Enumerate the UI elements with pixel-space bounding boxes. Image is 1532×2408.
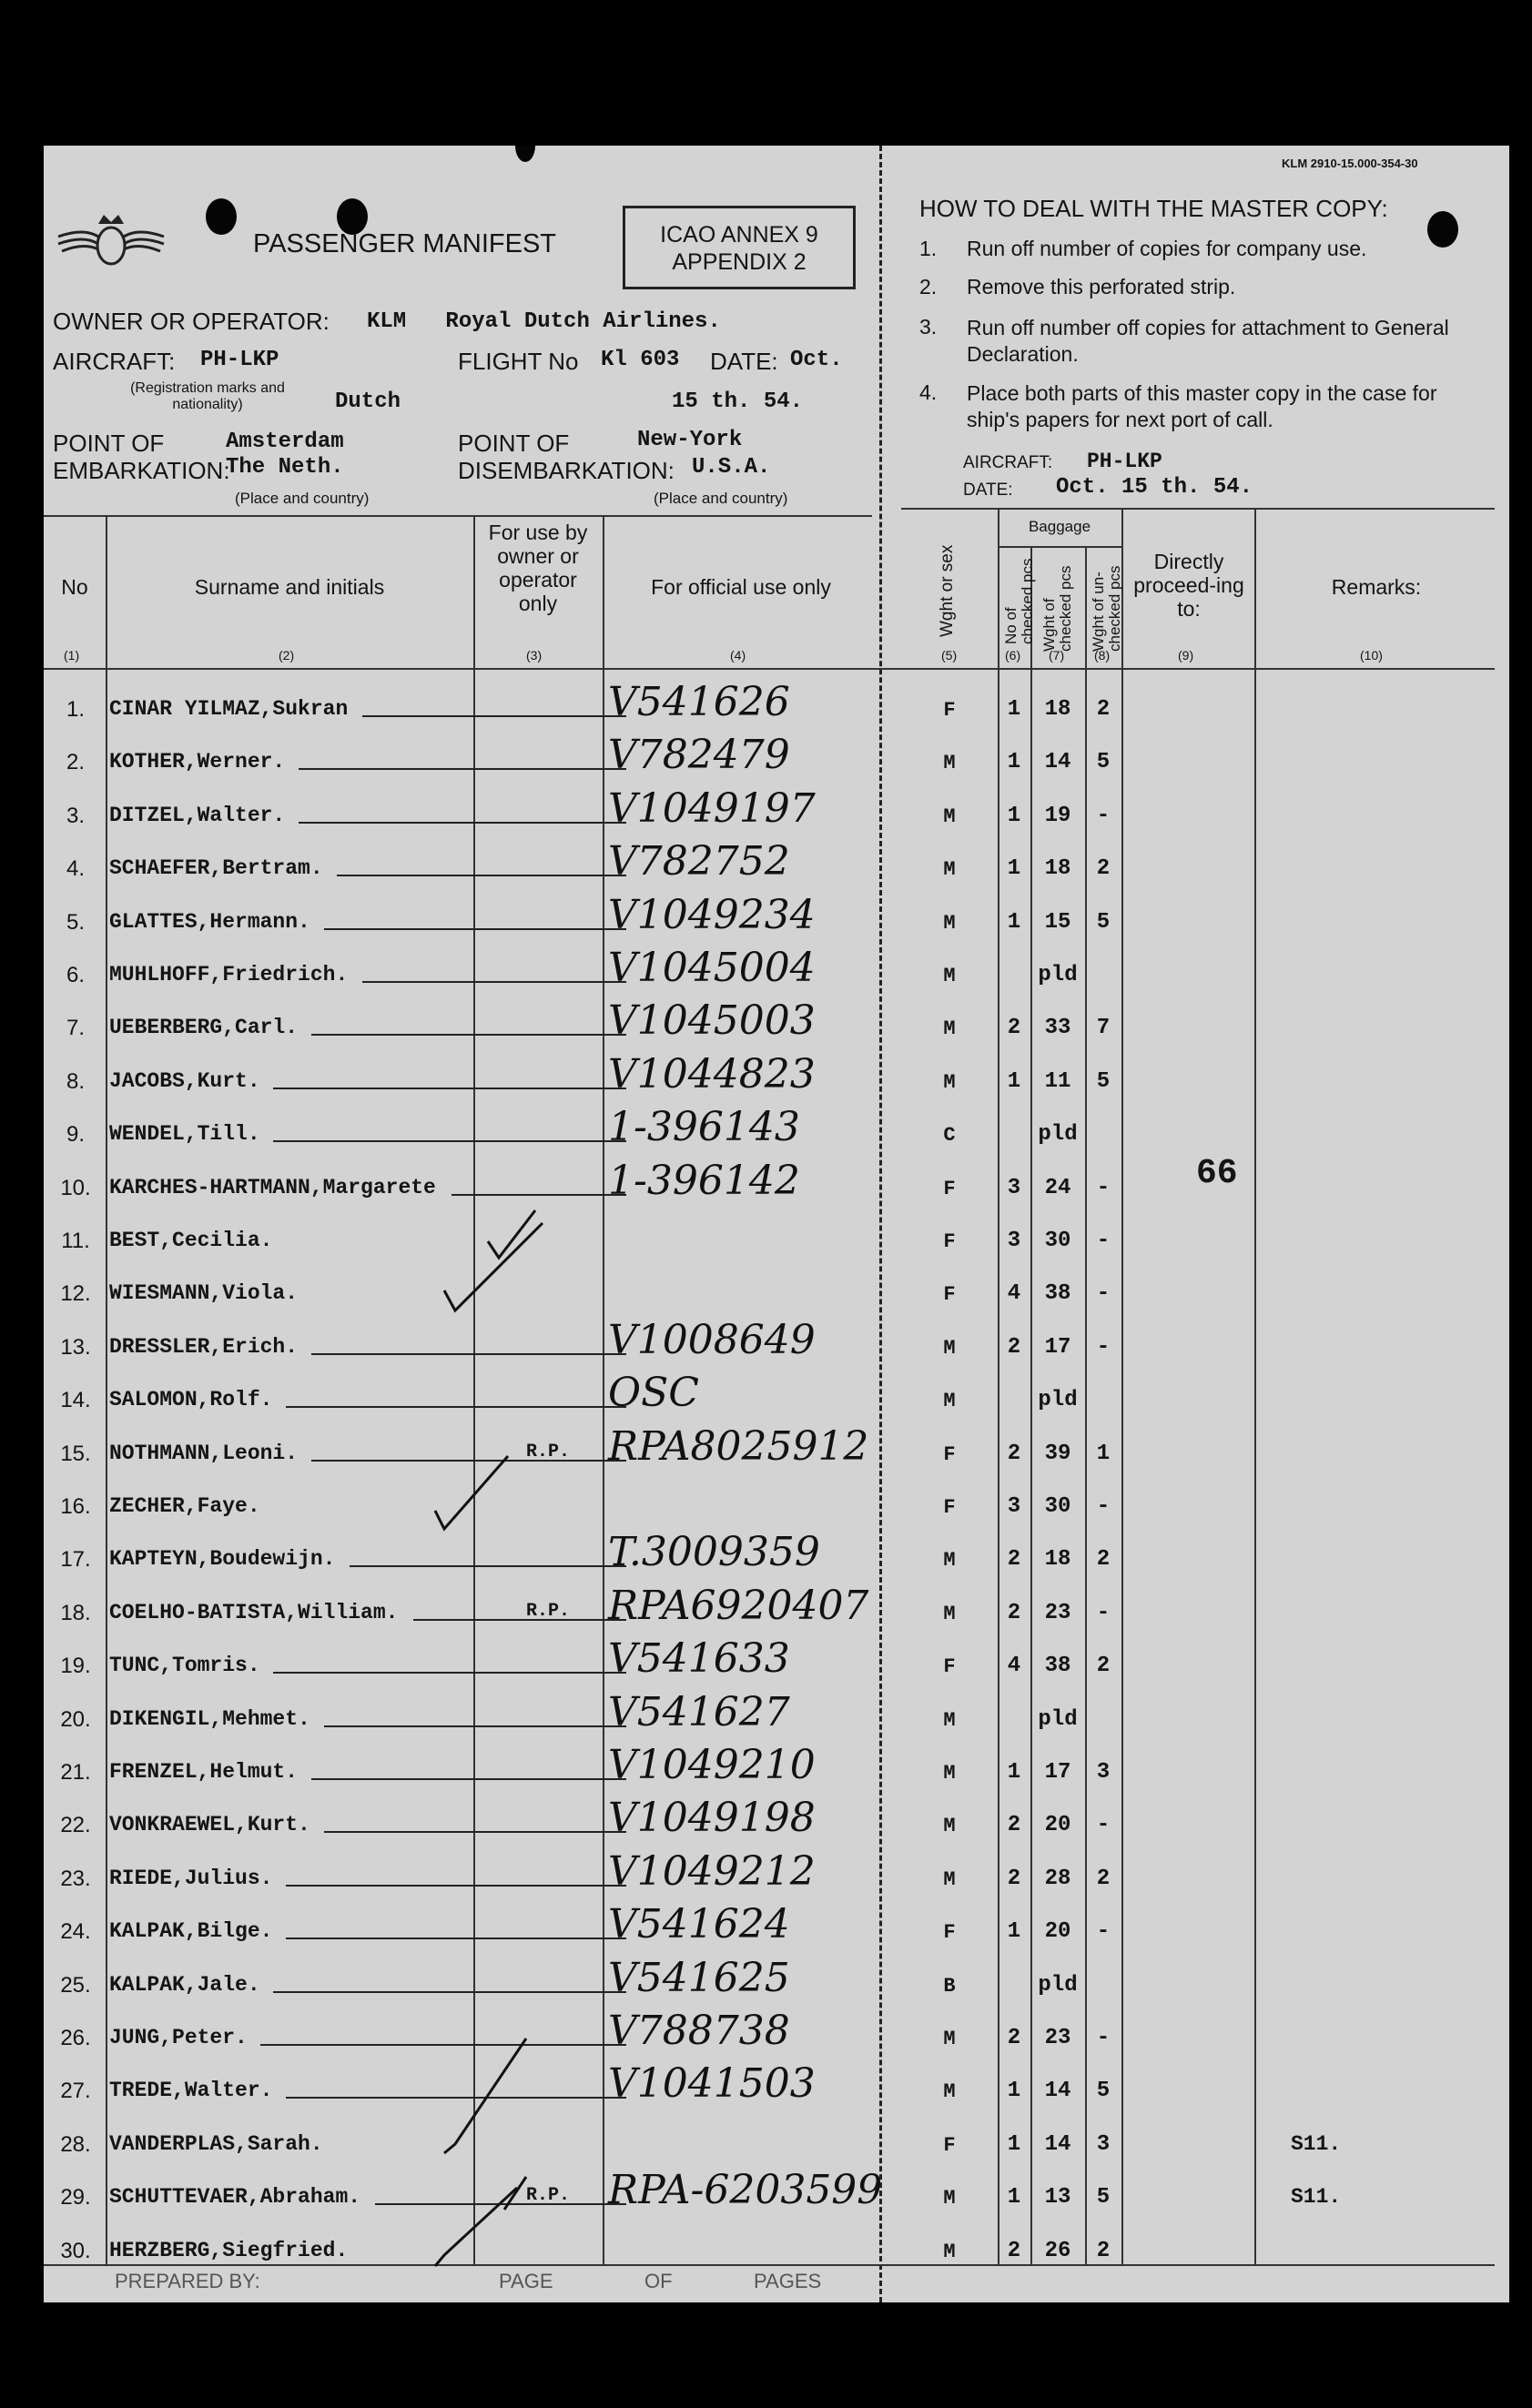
embark-value-1: Amsterdam	[226, 430, 344, 454]
col-remarks-header: Remarks:	[1331, 575, 1422, 599]
checked-pieces: 1	[1007, 1068, 1021, 1094]
sex-value: M	[943, 1070, 956, 1094]
checked-weight: 30	[1044, 1494, 1071, 1519]
row-number: 23.	[60, 1866, 91, 1891]
official-handwritten-value: T.3009359	[608, 1529, 820, 1576]
passenger-name: HERZBERG,Siegfried.	[109, 2238, 349, 2262]
checked-weight: 38	[1044, 1281, 1071, 1307]
instructions-title: HOW TO DEAL WITH THE MASTER COPY:	[919, 195, 1388, 222]
unchecked-weight: -	[1096, 1813, 1111, 1838]
official-handwritten-value: 1-396143	[608, 1104, 800, 1151]
col-official-header: For official use only	[651, 575, 831, 599]
col-owner-header: For use by owner or operator only	[488, 521, 588, 615]
row-number: 16.	[60, 1494, 91, 1519]
owner-use-value: R.P.	[526, 1441, 571, 1462]
strip-date-value: Oct. 15 th. 54.	[1056, 475, 1253, 500]
checked-weight: 13	[1044, 2185, 1071, 2211]
instruction-text: Run off number off copies for attachment to General Declaration.	[967, 316, 1449, 366]
passenger-name: SCHUTTEVAER,Abraham.	[109, 2185, 361, 2210]
checked-weight: pld	[1038, 1706, 1078, 1732]
handwritten-checkmarks	[44, 146, 1509, 2302]
checked-pieces: 1	[1007, 2079, 1021, 2104]
of-label: OF	[644, 2270, 673, 2292]
row-number: 15.	[60, 1441, 91, 1466]
official-handwritten-value: V541624	[608, 1901, 790, 1948]
passenger-name: DITZEL,Walter.	[109, 803, 286, 827]
col-checked-pcs-header: No of checked pcs	[1002, 558, 1036, 644]
checked-weight: 24	[1044, 1175, 1071, 1200]
official-handwritten-value: V1041503	[608, 2060, 816, 2108]
unchecked-weight: -	[1096, 1919, 1111, 1945]
unchecked-weight: 2	[1096, 1866, 1111, 1891]
col-surname-header: Surname and initials	[194, 575, 385, 599]
unchecked-weight: 3	[1096, 2131, 1111, 2157]
passenger-name: DIKENGIL,Mehmet.	[109, 1706, 310, 1731]
official-handwritten-value: V788738	[608, 2008, 790, 2054]
unchecked-weight: 7	[1096, 1016, 1111, 1041]
official-handwritten-value: RPA-6203599	[608, 2167, 883, 2214]
row-number: 6.	[66, 963, 85, 987]
owner-use-value: R.P.	[526, 2185, 571, 2207]
embark-value-2: The Neth.	[226, 455, 344, 480]
checked-pieces: 2	[1007, 1813, 1021, 1838]
passenger-name: VONKRAEWEL,Kurt.	[109, 1813, 310, 1837]
row-number: 22.	[60, 1813, 91, 1838]
official-handwritten-value: OSC	[608, 1370, 699, 1417]
pages-label: PAGES	[754, 2270, 822, 2292]
passenger-name: KALPAK,Jale.	[109, 1972, 260, 1997]
page-label: PAGE	[499, 2270, 553, 2292]
sex-value: F	[943, 699, 956, 722]
sex-value: M	[943, 858, 956, 882]
sex-value: F	[943, 1177, 956, 1200]
passenger-name: VANDERPLAS,Sarah.	[109, 2131, 323, 2156]
unchecked-weight: -	[1096, 1600, 1111, 1625]
col-index: (5)	[941, 648, 958, 663]
embark-label: POINT OF EMBARKATION:	[53, 430, 230, 484]
remark-value: S11.	[1291, 2131, 1342, 2156]
directly-proceeding-value: 66	[1196, 1154, 1238, 1193]
checked-pieces: 1	[1007, 909, 1021, 935]
sex-value: M	[943, 1549, 956, 1573]
checked-pieces: 1	[1007, 750, 1021, 775]
checked-pieces: 1	[1007, 2185, 1021, 2211]
col-index: (4)	[730, 648, 746, 663]
unchecked-weight: 5	[1096, 1068, 1111, 1094]
unchecked-weight: 1	[1096, 1441, 1111, 1466]
checked-weight: 17	[1044, 1334, 1071, 1360]
col-checked-wght-header: Wght of checked pcs	[1040, 565, 1074, 652]
col-index: (2)	[279, 648, 295, 663]
row-number: 26.	[60, 2026, 91, 2050]
sex-value: F	[943, 1921, 956, 1945]
passenger-name: SCHAEFER,Bertram.	[109, 856, 323, 881]
passenger-name: BEST,Cecilia.	[109, 1229, 273, 1252]
col-index: (10)	[1360, 648, 1383, 663]
checked-pieces: 1	[1007, 697, 1021, 722]
col-directly-header: Directly proceed-ing to:	[1133, 550, 1244, 621]
checked-pieces: 3	[1007, 1229, 1021, 1253]
row-number: 5.	[66, 909, 85, 935]
unchecked-weight: -	[1096, 2026, 1111, 2050]
official-handwritten-value: V782752	[608, 838, 790, 885]
nationality-value: Dutch	[335, 390, 401, 414]
passenger-name: WENDEL,Till.	[109, 1122, 260, 1147]
official-handwritten-value: V541625	[608, 1954, 790, 2001]
row-number: 11.	[61, 1229, 90, 1253]
checked-pieces: 2	[1007, 1547, 1021, 1573]
date-label: DATE:	[710, 348, 778, 375]
checked-pieces: 2	[1007, 1866, 1021, 1891]
passenger-name: GLATTES,Hermann.	[109, 909, 310, 934]
sex-value: F	[943, 1442, 956, 1466]
sex-value: M	[943, 2187, 956, 2211]
sex-value: C	[943, 1124, 956, 1148]
sex-value: F	[943, 1230, 956, 1253]
unchecked-weight: -	[1096, 1175, 1111, 1200]
official-handwritten-value: V1044823	[608, 1050, 816, 1098]
sex-value: M	[943, 2080, 956, 2104]
sex-value: M	[943, 1602, 956, 1625]
passenger-name: KALPAK,Bilge.	[109, 1919, 273, 1944]
row-number: 12.	[60, 1281, 91, 1307]
checked-pieces: 1	[1007, 1919, 1021, 1945]
checked-weight: 14	[1044, 2131, 1071, 2157]
sex-value: B	[943, 1974, 956, 1998]
passenger-name: UEBERBERG,Carl.	[109, 1016, 299, 1040]
sex-value: F	[943, 1496, 956, 1519]
form-code: KLM 2910-15.000-354-30	[1282, 157, 1418, 170]
owner-label: OWNER OR OPERATOR:	[53, 308, 330, 335]
checked-weight: pld	[1038, 1972, 1078, 1998]
checked-weight: 17	[1044, 1760, 1071, 1785]
passenger-name: DRESSLER,Erich.	[109, 1334, 299, 1359]
manifest-title: PASSENGER MANIFEST	[253, 229, 557, 258]
row-number: 10.	[60, 1175, 91, 1200]
passenger-name: TREDE,Walter.	[109, 2079, 273, 2103]
passenger-name: NOTHMANN,Leoni.	[109, 1441, 299, 1465]
passenger-name: ZECHER,Faye.	[109, 1494, 260, 1518]
row-number: 28.	[60, 2131, 91, 2157]
official-handwritten-value: V1049197	[608, 784, 816, 832]
unchecked-weight: -	[1096, 1494, 1111, 1519]
checked-pieces: 1	[1007, 2131, 1021, 2157]
row-number: 7.	[66, 1016, 85, 1041]
unchecked-weight: 5	[1096, 2079, 1111, 2104]
disembark-label: POINT OF DISEMBARKATION:	[458, 430, 675, 484]
col-no-header: No	[61, 575, 88, 599]
checked-weight: pld	[1038, 1388, 1078, 1413]
passenger-name: FRENZEL,Helmut.	[109, 1760, 299, 1784]
disembark-place-note: (Place and country)	[654, 490, 788, 507]
unchecked-weight: 2	[1096, 697, 1111, 722]
flight-value: Kl 603	[601, 348, 680, 372]
remark-value: S11.	[1291, 2185, 1342, 2210]
row-number: 13.	[60, 1334, 91, 1360]
prepared-by-label: PREPARED BY:	[115, 2270, 260, 2292]
col-index: (7)	[1049, 648, 1065, 663]
row-number: 30.	[60, 2238, 91, 2263]
disembark-value-2: U.S.A.	[692, 455, 771, 480]
passenger-name: RIEDE,Julius.	[109, 1866, 273, 1890]
row-number: 24.	[60, 1919, 91, 1945]
passenger-name: CINAR YILMAZ,Sukran	[109, 697, 349, 721]
passenger-name: KAPTEYN,Boudewijn.	[109, 1547, 336, 1572]
manifest-sheet	[44, 146, 1509, 2302]
checked-weight: 30	[1044, 1229, 1071, 1253]
sex-value: M	[943, 752, 956, 775]
passenger-name: JUNG,Peter.	[109, 2026, 248, 2049]
checked-pieces: 2	[1007, 2238, 1021, 2263]
checked-pieces: 2	[1007, 1600, 1021, 1625]
unchecked-weight: 2	[1096, 1547, 1111, 1573]
checked-weight: 14	[1044, 2079, 1071, 2104]
unchecked-weight: 3	[1096, 1760, 1111, 1785]
checked-pieces: 4	[1007, 1281, 1021, 1307]
strip-date-label: DATE:	[963, 481, 1013, 500]
row-number: 9.	[66, 1122, 85, 1148]
checked-pieces: 4	[1007, 1654, 1021, 1679]
disembark-value-1: New-York	[637, 428, 743, 452]
row-number: 25.	[60, 1972, 91, 1998]
strip-aircraft-value: PH-LKP	[1087, 450, 1162, 473]
unchecked-weight: -	[1096, 1334, 1111, 1360]
checked-pieces: 2	[1007, 1334, 1021, 1360]
sex-value: M	[943, 1336, 956, 1360]
row-number: 18.	[60, 1600, 91, 1625]
official-handwritten-value: V541633	[608, 1635, 790, 1683]
strip-aircraft-label: AIRCRAFT:	[963, 453, 1053, 472]
row-number: 14.	[60, 1388, 91, 1413]
row-number: 2.	[66, 750, 85, 775]
date-value-2: 15 th. 54.	[672, 390, 804, 414]
official-handwritten-value: V782479	[608, 732, 790, 779]
sex-value: M	[943, 1815, 956, 1838]
official-handwritten-value: RPA8025912	[608, 1422, 869, 1470]
sex-value: F	[943, 1655, 956, 1679]
checked-weight: 33	[1044, 1016, 1071, 1041]
row-number: 4.	[66, 856, 85, 882]
row-number: 8.	[66, 1068, 85, 1094]
col-index: (9)	[1178, 648, 1194, 663]
checked-weight: 19	[1044, 803, 1071, 828]
official-handwritten-value: V1049234	[608, 891, 816, 938]
passenger-name: WIESMANN,Viola.	[109, 1281, 299, 1306]
checked-weight: 18	[1044, 697, 1071, 722]
checked-pieces: 3	[1007, 1494, 1021, 1519]
instruction-number: 2.	[919, 275, 938, 298]
passenger-name: TUNC,Tomris.	[109, 1654, 260, 1678]
col-unchecked-header: Wght of un-checked pcs	[1090, 565, 1123, 652]
row-number: 19.	[60, 1654, 91, 1679]
instruction-text: Run off number of copies for company use.	[967, 237, 1367, 260]
passenger-name: KOTHER,Werner.	[109, 750, 286, 774]
date-value: Oct.	[790, 348, 843, 372]
checked-weight: 15	[1044, 909, 1071, 935]
row-number: 20.	[60, 1706, 91, 1732]
official-handwritten-value: V1008649	[608, 1316, 816, 1363]
unchecked-weight: 2	[1096, 856, 1111, 882]
owner-value: KLM Royal Dutch Airlines.	[367, 309, 721, 334]
official-handwritten-value: V1049198	[608, 1795, 816, 1842]
passenger-name: COELHO-BATISTA,William.	[109, 1600, 399, 1624]
checked-weight: 26	[1044, 2238, 1071, 2263]
checked-weight: 38	[1044, 1654, 1071, 1679]
checked-weight: pld	[1038, 1122, 1078, 1148]
checked-pieces: 3	[1007, 1175, 1021, 1200]
aircraft-label: AIRCRAFT:	[53, 348, 176, 375]
passenger-name: JACOBS,Kurt.	[109, 1068, 260, 1093]
unchecked-weight: 5	[1096, 750, 1111, 775]
aircraft-value: PH-LKP	[200, 348, 279, 372]
sex-value: M	[943, 2028, 956, 2050]
checked-weight: 28	[1044, 1866, 1071, 1891]
col-index: (6)	[1005, 648, 1021, 663]
unchecked-weight: -	[1096, 1229, 1111, 1253]
official-handwritten-value: 1-396142	[608, 1157, 800, 1204]
sex-value: M	[943, 1017, 956, 1041]
checked-pieces: 2	[1007, 2026, 1021, 2050]
checked-pieces: 1	[1007, 856, 1021, 882]
checked-pieces: 2	[1007, 1441, 1021, 1466]
checked-weight: 18	[1044, 1547, 1071, 1573]
checked-weight: 14	[1044, 750, 1071, 775]
row-number: 3.	[66, 803, 85, 828]
sex-value: M	[943, 1708, 956, 1732]
col-baggage-header: Baggage	[1028, 518, 1091, 535]
official-handwritten-value: V1049210	[608, 1742, 816, 1788]
sex-value: M	[943, 1390, 956, 1413]
sex-value: M	[943, 1762, 956, 1785]
checked-weight: 20	[1044, 1813, 1071, 1838]
checked-pieces: 2	[1007, 1016, 1021, 1041]
passenger-name: SALOMON,Rolf.	[109, 1388, 273, 1412]
sex-value: M	[943, 804, 956, 828]
owner-use-value: R.P.	[526, 1600, 571, 1622]
embark-place-note: (Place and country)	[235, 490, 370, 507]
sex-value: M	[943, 2240, 956, 2263]
instruction-number: 3.	[919, 315, 938, 339]
sex-value: M	[943, 965, 956, 987]
official-handwritten-value: V1049212	[608, 1847, 816, 1895]
passenger-name: MUHLHOFF,Friedrich.	[109, 963, 349, 986]
checked-pieces: 1	[1007, 803, 1021, 828]
unchecked-weight: -	[1096, 1281, 1111, 1307]
col-index: (8)	[1094, 648, 1111, 663]
unchecked-weight: 5	[1096, 2185, 1111, 2211]
instruction-text: Place both parts of this master copy in the case for ship's papers for next port of call.	[967, 381, 1437, 431]
sex-value: F	[943, 1283, 956, 1307]
instruction-text: Remove this perforated strip.	[967, 275, 1236, 298]
checked-weight: 23	[1044, 2026, 1071, 2050]
col-index: (1)	[64, 648, 80, 663]
sex-value: M	[943, 911, 956, 935]
checked-weight: 11	[1044, 1068, 1071, 1094]
instruction-number: 4.	[919, 380, 938, 404]
row-number: 21.	[60, 1760, 91, 1785]
checked-weight: pld	[1038, 963, 1078, 987]
checked-weight: 20	[1044, 1919, 1071, 1945]
sex-value: F	[943, 2133, 956, 2157]
row-number: 17.	[60, 1547, 91, 1573]
annex-line1: ICAO ANNEX 9	[660, 222, 818, 248]
unchecked-weight: -	[1096, 803, 1111, 828]
checked-weight: 39	[1044, 1441, 1071, 1466]
instruction-number: 1.	[919, 237, 938, 260]
unchecked-weight: 5	[1096, 909, 1111, 935]
sex-value: M	[943, 1867, 956, 1891]
unchecked-weight: 2	[1096, 1654, 1111, 1679]
row-number: 27.	[60, 2079, 91, 2104]
aircraft-note: (Registration marks and nationality)	[130, 380, 285, 412]
checked-weight: 18	[1044, 856, 1071, 882]
official-handwritten-value: RPA6920407	[608, 1582, 869, 1629]
checked-weight: 23	[1044, 1600, 1071, 1625]
col-sex-header: Wght or sex	[938, 544, 957, 637]
official-handwritten-value: V541626	[608, 679, 790, 725]
col-index: (3)	[526, 648, 543, 663]
flight-label: FLIGHT No	[458, 348, 579, 375]
unchecked-weight: 2	[1096, 2238, 1111, 2263]
official-handwritten-value: V541627	[608, 1688, 790, 1735]
checked-pieces: 1	[1007, 1760, 1021, 1785]
annex-line2: APPENDIX 2	[672, 249, 807, 275]
official-handwritten-value: V1045003	[608, 997, 816, 1045]
passenger-name: KARCHES-HARTMANN,Margarete	[109, 1175, 436, 1199]
row-number: 29.	[60, 2185, 91, 2211]
row-number: 1.	[66, 697, 85, 722]
official-handwritten-value: V1045004	[608, 945, 816, 991]
